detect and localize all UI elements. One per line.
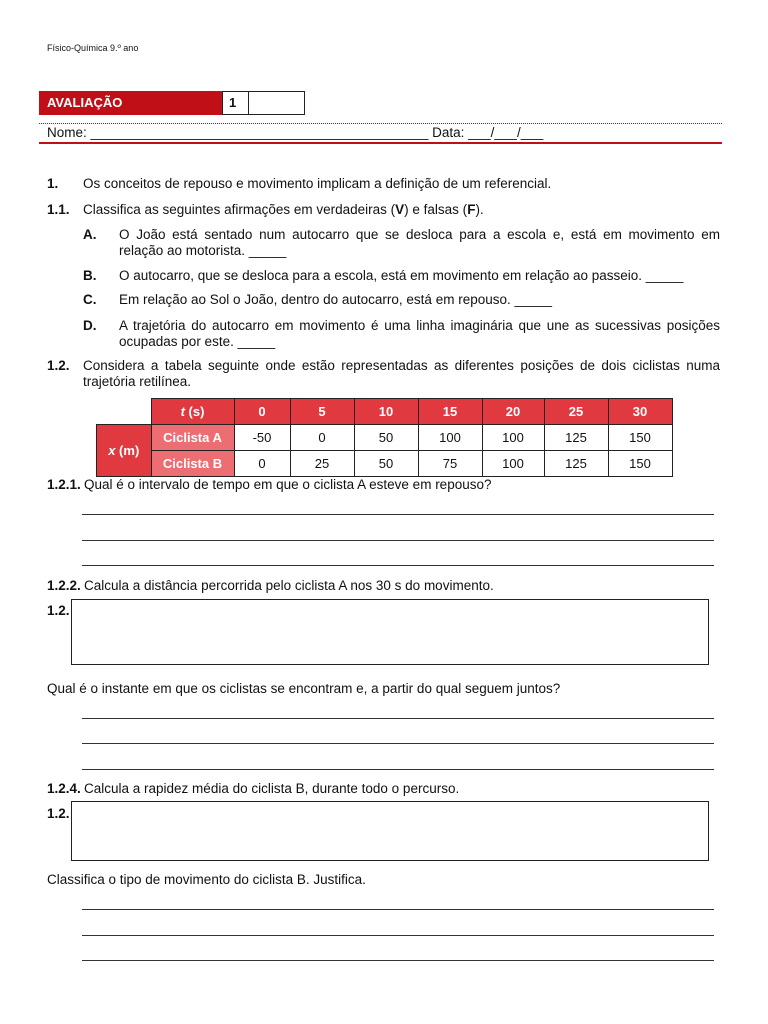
q123-text: Qual é o instante em que os ciclistas se encontram e, a partir do qual seguem juntos? bbox=[47, 681, 561, 696]
q11-number: 1.1. bbox=[47, 202, 70, 217]
q11-text: Classifica as seguintes afirmações em verdadeiras (V) e falsas (F). bbox=[83, 202, 484, 217]
q12-text: Considera a tabela seguinte onde estão representadas as diferentes posições de dois ciclistas numa trajetória retilínea. bbox=[83, 358, 720, 389]
table-header-row bbox=[97, 399, 673, 425]
answer-line[interactable] bbox=[82, 718, 714, 719]
time-cell: 10 bbox=[354, 399, 418, 425]
time-cell: 0 bbox=[234, 399, 290, 425]
table-cell: -50 bbox=[234, 425, 290, 451]
q124-number: 1.2.4. bbox=[47, 781, 81, 796]
answer-line[interactable] bbox=[82, 565, 714, 566]
answer-line[interactable] bbox=[82, 935, 714, 936]
evaluation-label: AVALIAÇÃO bbox=[39, 91, 222, 115]
subject-label: Físico-Química 9.º ano bbox=[47, 43, 139, 53]
answer-box[interactable] bbox=[71, 599, 709, 665]
answer-line[interactable] bbox=[82, 909, 714, 910]
table-cell: 150 bbox=[608, 451, 672, 477]
table-cell: 125 bbox=[544, 425, 608, 451]
table-cell: 25 bbox=[290, 451, 354, 477]
dotted-divider bbox=[39, 123, 722, 124]
answer-box[interactable] bbox=[71, 801, 709, 861]
table-cell: 50 bbox=[354, 425, 418, 451]
q11-item-a-text: O João está sentado num autocarro que se desloca para a escola e, está em movimento em relação ao motorista. _____ bbox=[119, 227, 720, 258]
q1-text: Os conceitos de repouso e movimento implicam a definição de um referencial. bbox=[83, 176, 552, 191]
q122-text: Calcula a distância percorrida pelo ciclista A nos 30 s do movimento. bbox=[84, 578, 494, 593]
evaluation-grade-box bbox=[249, 91, 305, 115]
table-cell: 75 bbox=[418, 451, 482, 477]
table-cell: 125 bbox=[544, 451, 608, 477]
q11-item-c-text: Em relação ao Sol o João, dentro do autocarro, está em repouso. _____ bbox=[119, 292, 553, 307]
table-row bbox=[97, 451, 673, 477]
time-cell: 25 bbox=[544, 399, 608, 425]
table-cell: 100 bbox=[482, 425, 544, 451]
name-date-line: Nome: _____________________________________________ Data: ___/___/___ bbox=[47, 125, 544, 140]
q1-number: 1. bbox=[47, 176, 59, 191]
table-cell: 100 bbox=[418, 425, 482, 451]
cyclist-a-label: Ciclista A bbox=[151, 425, 234, 451]
table-row bbox=[97, 425, 673, 451]
evaluation-number: 1 bbox=[222, 91, 249, 115]
red-divider bbox=[39, 142, 722, 144]
position-header: x (m) bbox=[97, 425, 152, 477]
q11-item-c-letter: C. bbox=[83, 292, 97, 307]
time-header: t (s) bbox=[151, 399, 234, 425]
q11-item-a-letter: A. bbox=[83, 227, 97, 242]
q121-text: Qual é o intervalo de tempo em que o ciclista A esteve em repouso? bbox=[84, 477, 492, 492]
q11-item-b-letter: B. bbox=[83, 268, 97, 283]
table-cell: 0 bbox=[290, 425, 354, 451]
answer-line[interactable] bbox=[82, 960, 714, 961]
cyclist-b-label: Ciclista B bbox=[151, 451, 234, 477]
table-empty-corner bbox=[97, 399, 152, 425]
answer-line[interactable] bbox=[82, 540, 714, 541]
q11-item-d-letter: D. bbox=[83, 318, 97, 333]
table-cell: 0 bbox=[234, 451, 290, 477]
cyclist-position-table bbox=[96, 398, 673, 477]
time-cell: 15 bbox=[418, 399, 482, 425]
q124-text: Calcula a rapidez média do ciclista B, durante todo o percurso. bbox=[84, 781, 460, 796]
answer-line[interactable] bbox=[82, 514, 714, 515]
q122-number: 1.2.2. bbox=[47, 578, 81, 593]
answer-line[interactable] bbox=[82, 743, 714, 744]
q11-item-b-text: O autocarro, que se desloca para a escola, está em movimento em relação ao passeio. _____ bbox=[119, 268, 684, 283]
table-cell: 50 bbox=[354, 451, 418, 477]
time-cell: 30 bbox=[608, 399, 672, 425]
answer-line[interactable] bbox=[82, 769, 714, 770]
table-cell: 100 bbox=[482, 451, 544, 477]
q11-item-d-text: A trajetória do autocarro em movimento é uma linha imaginária que une as sucessivas posições ocupadas por este. _____ bbox=[119, 318, 720, 349]
time-cell: 20 bbox=[482, 399, 544, 425]
table-cell: 150 bbox=[608, 425, 672, 451]
q121-number: 1.2.1. bbox=[47, 477, 81, 492]
time-cell: 5 bbox=[290, 399, 354, 425]
q12-number: 1.2. bbox=[47, 358, 70, 373]
q125-number: 1.2. bbox=[47, 806, 70, 821]
q125-text: Classifica o tipo de movimento do ciclista B. Justifica. bbox=[47, 872, 366, 887]
q123-number: 1.2. bbox=[47, 603, 70, 618]
